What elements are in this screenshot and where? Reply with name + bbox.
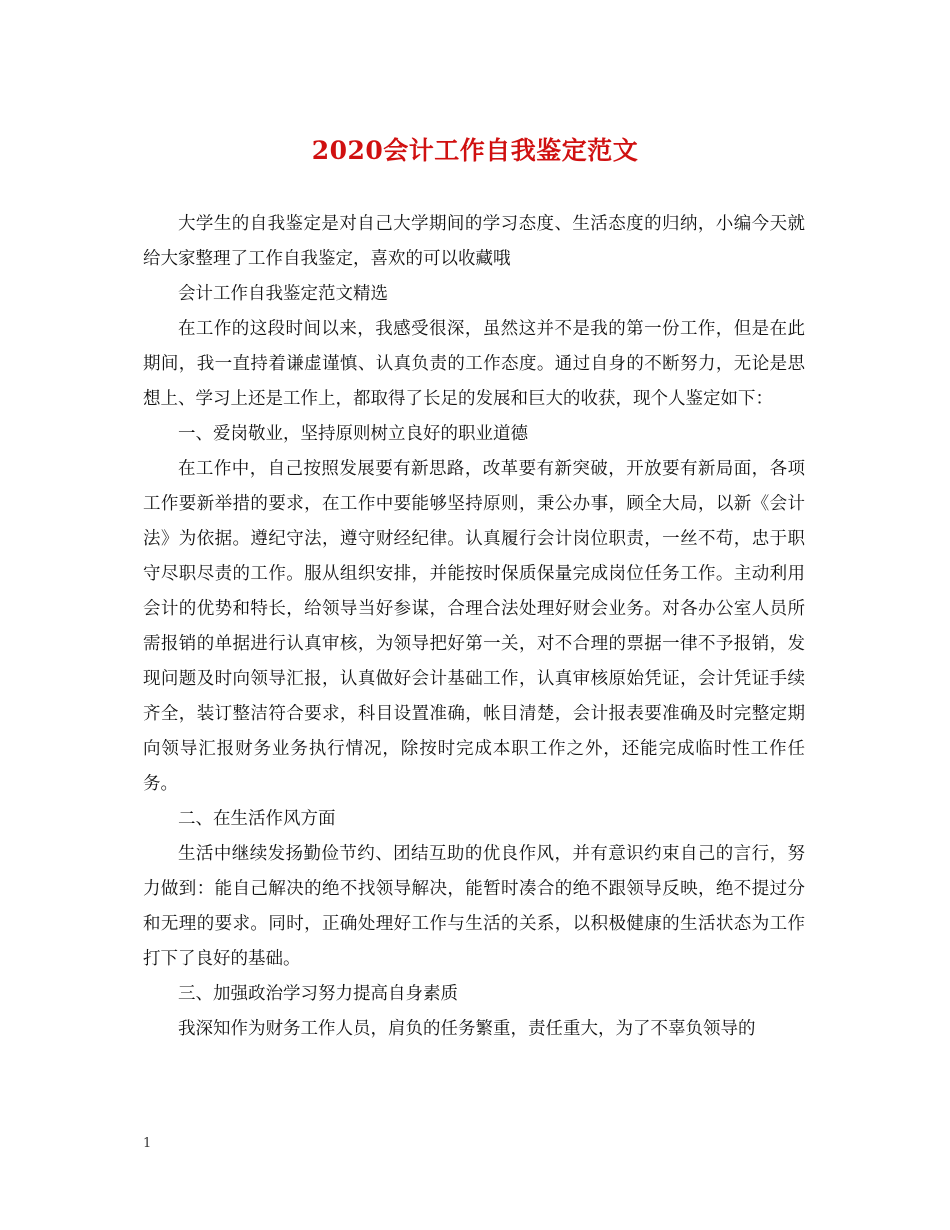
subheading-selection: 会计工作自我鉴定范文精选 xyxy=(178,284,388,304)
section-paragraph-3: 我深知作为财务工作人员，肩负的任务繁重，责任重大，为了不辜负领导的 xyxy=(178,1019,756,1039)
document-title: 2020会计工作自我鉴定范文 xyxy=(311,136,639,165)
page-number: 1 xyxy=(143,1136,152,1151)
section-heading-1: 一、爱岗敬业，坚持原则树立良好的职业道德 xyxy=(178,424,528,444)
section-heading-3: 三、加强政治学习努力提高自身素质 xyxy=(178,984,458,1004)
section-paragraph-2: 生活中继续发扬勤俭节约、团结互助的优良作风，并有意识约束自己的言行，努力做到：能自己解决的绝不找领导解决，能暂时凑合的绝不跟领导反映，绝不提过分和无理的要求。同时，正确处理好工作与生活的关系，以积极健康的生活状态为工作打下了良好的基础。 xyxy=(143,844,805,969)
opening-paragraph: 在工作的这段时间以来，我感受很深，虽然这并不是我的第一份工作，但是在此期间，我一直持着谦虚谨慎、认真负责的工作态度。通过自身的不断努力，无论是思想上、学习上还是工作上，都取得了长足的发展和巨大的收获，现个人鉴定如下： xyxy=(143,319,805,409)
section-paragraph-1: 在工作中，自己按照发展要有新思路，改革要有新突破，开放要有新局面，各项工作要新举措的要求，在工作中要能够坚持原则，秉公办事，顾全大局，以新《会计法》为依据。遵纪守法，遵守财经纪律。认真履行会计岗位职责，一丝不苟，忠于职守尽职尽责的工作。服从组织安排，并能按时保质保量完成岗位任务工作。主动利用会计的优势和特长，给领导当好参谋，合理合法处理好财会业务。对各办公室人员所需报销的单据进行认真审核，为领导把好第一关，对不合理的票据一律不予报销，发现问题及时向领导汇报，认真做好会计基础工作，认真审核原始凭证，会计凭证手续齐全，装订整洁符合要求，科目设置准确，帐目清楚，会计报表要准确及时完整定期向领导汇报财务业务执行情况，除按时完成本职工作之外，还能完成临时性工作任务。 xyxy=(143,459,805,794)
document-body xyxy=(143,207,805,1047)
section-heading-2: 二、在生活作风方面 xyxy=(178,809,336,829)
intro-paragraph: 大学生的自我鉴定是对自己大学期间的学习态度、生活态度的归纳，小编今天就给大家整理了工作自我鉴定，喜欢的可以收藏哦 xyxy=(143,214,805,269)
